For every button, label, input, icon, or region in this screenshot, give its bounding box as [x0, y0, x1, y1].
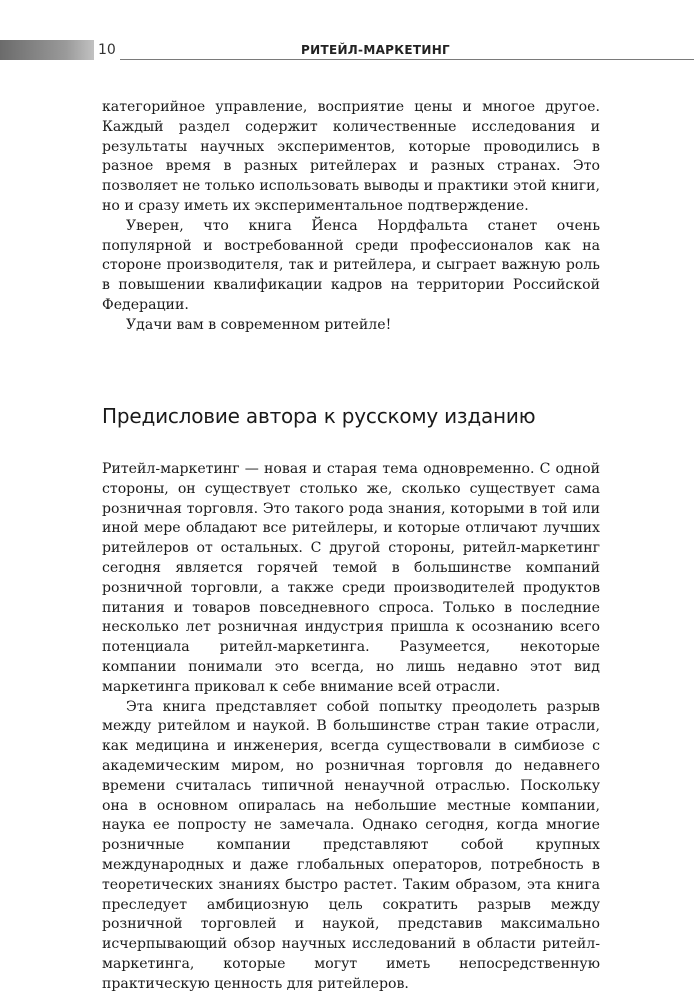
preface-continuation: [102, 98, 600, 336]
section-heading: Предисловие автора к русскому изданию: [102, 404, 536, 428]
author-preface-body: [102, 460, 600, 995]
paragraph: Ритейл-маркетинг — новая и старая тема одновременно. С одной стороны, он существует столько же, сколько существует сама розничная торговля. Это такого рода знания, которыми в той или иной мере обладают все ритейлеры, и которые отличают лучших ритейлеров от остальных. С другой стороны, ритейл-маркетинг сегодня является горячей темой в большинстве компаний розничной торговли, а также среди производителей продуктов питания и товаров повседневного спроса. Только в последние несколько лет розничная индустрия пришла к осознанию всего потенциала ритейл-маркетинга. Разумеется, некоторые компании понимали это всегда, но лишь недавно этот вид маркетинга приковал к себе внимание всей отрасли.: [102, 461, 600, 695]
paragraph: Эта книга представляет собой попытку преодолеть разрыв между ритейлом и наукой. В большинстве стран такие отрасли, как медицина и инженерия, всегда существовали в симбиозе с академическим миром, но розничная торговля до недавнего времени считалась типичной ненаучной отраслью. Поскольку она в основном опиралась на небольшие местные компании, наука ее попросту не замечала. Однако сегодня, когда многие розничные компании представляют собой крупных международных и даже глобальных операторов, потребность в теоретических знаниях быстро растет. Таким образом, эта книга преследует амбициозную цель сократить разрыв между розничной торговлей и наукой, представив максимально исчерпывающий обзор научных исследований в области ритейл-маркетинга, которые могут иметь непосредственную практическую ценность для ритейлеров.: [102, 698, 600, 992]
paragraph: Уверен, что книга Йенса Нордфальта станет очень популярной и востребованной среди профессионалов как на стороне производителя, так и ритейлера, и сыграет важную роль в повышении квалификации кадров на территории Российской Федерации.: [102, 217, 600, 313]
paragraph: категорийное управление, восприятие цены и многое другое. Каждый раздел содержит количественные исследования и результаты научных экспериментов, которые проводились в разное время в разных ритейлерах и разных странах. Это позволяет не только использовать выводы и практики этой книги, но и сразу иметь их экспериментальное подтверждение.: [102, 99, 600, 214]
paragraph: Удачи вам в современном ритейле!: [126, 316, 392, 333]
page-number: 10: [94, 40, 120, 60]
running-title: РИТЕЙЛ-МАРКЕТИНГ: [301, 43, 450, 57]
